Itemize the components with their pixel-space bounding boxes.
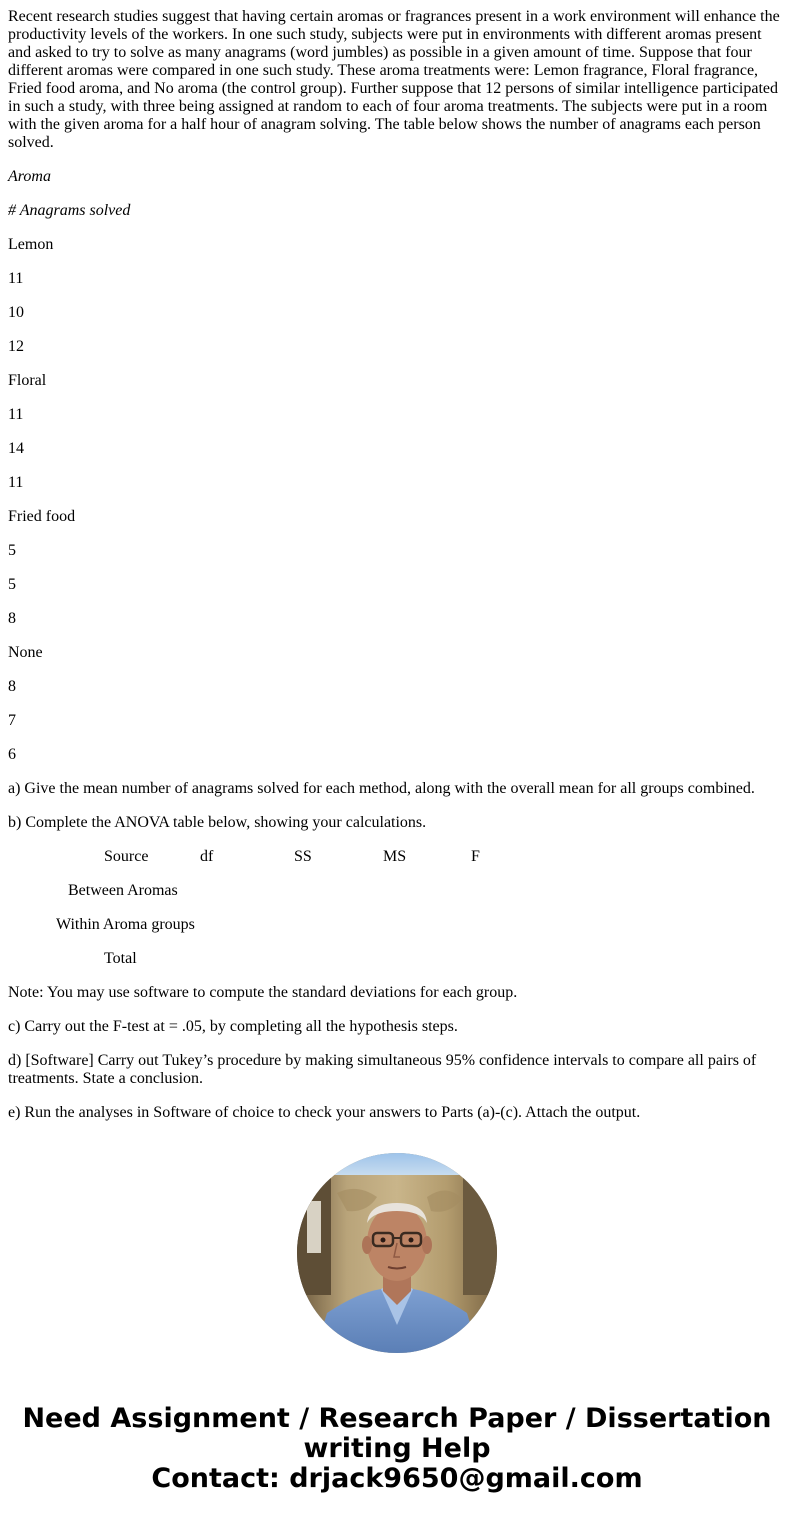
group-value: 11: [8, 270, 24, 287]
anova-header-f: F: [471, 848, 480, 865]
group-name: Fried food: [8, 508, 76, 525]
banner-line-3: Contact: drjack9650@gmail.com: [151, 1463, 643, 1494]
anova-header-source: Source: [104, 848, 149, 865]
anova-row-between: Between Aromas: [68, 882, 178, 899]
group-value: 6: [8, 746, 16, 763]
question-d: d) [Software] Carry out Tukey’s procedure by making simultaneous 95% confidence intervals to compare all pairs of treatments. State a conclusion.: [8, 1052, 757, 1087]
author-photo: [297, 1153, 497, 1353]
intro-paragraph: Recent research studies suggest that having certain aromas or fragrances present in a work environment will enhance the productivity levels of the workers. In one such study, subjects were put in environments with different aromas present and asked to try to solve as many anagrams (word jumbles) as possible in a given amount of time. Suppose that four different aromas were compared in one such study. These aroma treatments were: Lemon fragrance, Floral fragrance, Fried food aroma, and No aroma (the control group). Further suppose that 12 persons of similar intelligence participated in such a study, with three being assigned at random to each of four aroma treatments. The subjects were put in a room with the given aroma for a half hour of anagram solving. The table below shows the number of anagrams each person solved.: [8, 8, 780, 151]
table-header-solved: # Anagrams solved: [8, 202, 131, 219]
group-name: Floral: [8, 372, 47, 389]
group-value: 11: [8, 474, 24, 491]
group-value: 5: [8, 576, 16, 593]
table-header-aroma: Aroma: [8, 168, 51, 185]
question-b: b) Complete the ANOVA table below, showing your calculations.: [8, 814, 427, 831]
banner-line-2: writing Help: [303, 1433, 491, 1464]
group-name: None: [8, 644, 43, 661]
group-value: 10: [8, 304, 24, 321]
question-e: e) Run the analyses in Software of choice to check your answers to Parts (a)-(c). Attach the output.: [8, 1104, 641, 1121]
question-a: a) Give the mean number of anagrams solved for each method, along with the overall mean for all groups combined.: [8, 780, 755, 797]
anova-header-ss: SS: [294, 848, 312, 865]
group-value: 12: [8, 338, 24, 355]
contact-banner: [0, 1404, 794, 1494]
anova-row-total: Total: [104, 950, 137, 967]
banner-line-1: Need Assignment / Research Paper / Dissertation: [22, 1403, 772, 1434]
group-name: Lemon: [8, 236, 54, 253]
group-value: 7: [8, 712, 16, 729]
group-value: 5: [8, 542, 16, 559]
group-value: 8: [8, 610, 16, 627]
anova-header-ms: MS: [383, 848, 407, 865]
anova-row-within: Within Aroma groups: [56, 916, 195, 933]
document-content: [8, 8, 782, 1121]
anova-header-df: df: [200, 848, 214, 865]
group-value: 8: [8, 678, 16, 695]
group-value: 14: [8, 440, 24, 457]
note-text: Note: You may use software to compute the standard deviations for each group.: [8, 984, 518, 1001]
author-photo-illustration: [297, 1153, 497, 1353]
group-value: 11: [8, 406, 24, 423]
question-c: c) Carry out the F-test at = .05, by completing all the hypothesis steps.: [8, 1018, 458, 1035]
